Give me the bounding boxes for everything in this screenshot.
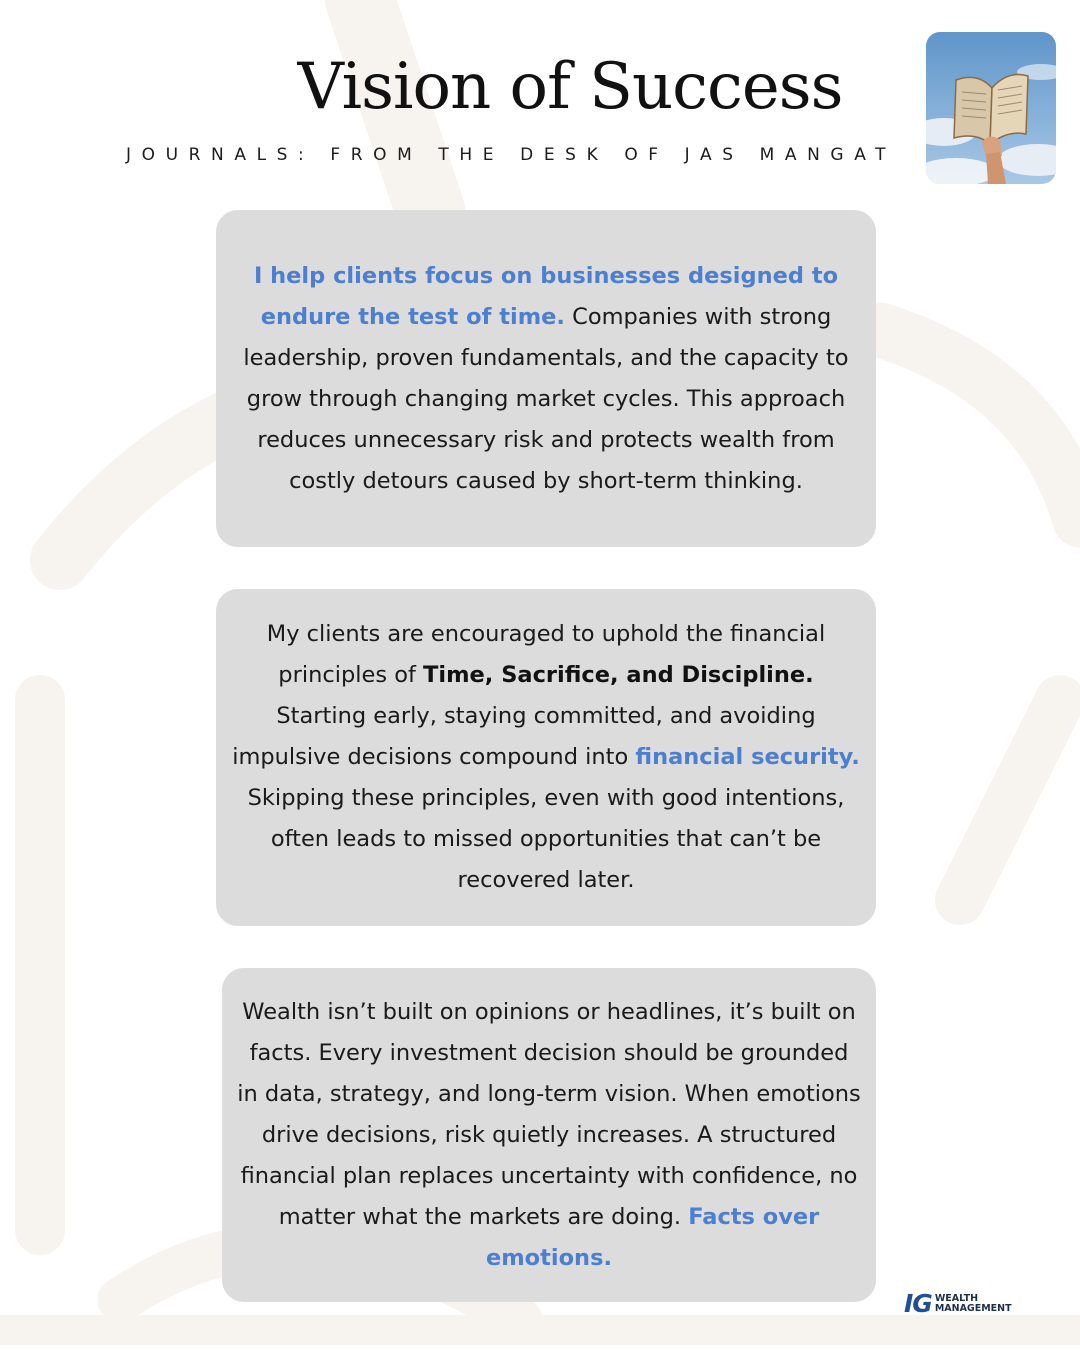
info-card-1 — [216, 210, 876, 547]
logo-line-2: MANAGEMENT — [934, 1303, 1012, 1314]
logo-line-1: WEALTH — [934, 1293, 979, 1304]
card-3-highlight: Facts over emotions. — [485, 1203, 820, 1271]
open-book-icon — [926, 32, 1056, 184]
logo-text — [935, 1294, 1012, 1314]
info-card-2 — [216, 589, 876, 926]
card-2-closing: Skipping these principles, even with good intentions, often leads to missed opportunities that can’t be recovered later. — [247, 785, 845, 893]
card-3-body: Wealth isn’t built on opinions or headlines, it’s built on facts. Every investment decision should be grounded in data, strategy, and long-term vision. When emotions drive decisions, risk quietly increases. A structured financial plan replaces uncertainty with confidence, no matter what the markets are doing. — [237, 998, 861, 1230]
card-2-principles: Time, Sacrifice, and Discipline. — [423, 662, 814, 688]
info-card-3 — [222, 968, 876, 1302]
page-title: Vision of Success — [297, 50, 843, 124]
page-subtitle: JOURNALS: FROM THE DESK OF JAS MANGAT — [126, 145, 897, 165]
card-2-intro: My clients are encouraged to uphold the financial principles of — [266, 621, 826, 688]
book-photo — [926, 32, 1056, 184]
card-3-text — [236, 992, 862, 1279]
card-1-highlight: I help clients focus on businesses designed to endure the test of time. — [253, 262, 839, 330]
card-1-body: Companies with strong leadership, proven fundamentals, and the capacity to grow through changing market cycles. This approach reduces unnecessary risk and protects wealth from costly detours caused by short-term thinking. — [243, 303, 849, 494]
ig-wealth-management-logo — [904, 1289, 1034, 1319]
card-2-text — [230, 614, 862, 901]
card-2-body: Starting early, staying committed, and avoiding impulsive decisions compound into — [232, 703, 816, 770]
logo-mark: IG — [904, 1289, 932, 1318]
card-1-text — [238, 256, 854, 502]
card-2-highlight: financial security. — [635, 744, 860, 770]
